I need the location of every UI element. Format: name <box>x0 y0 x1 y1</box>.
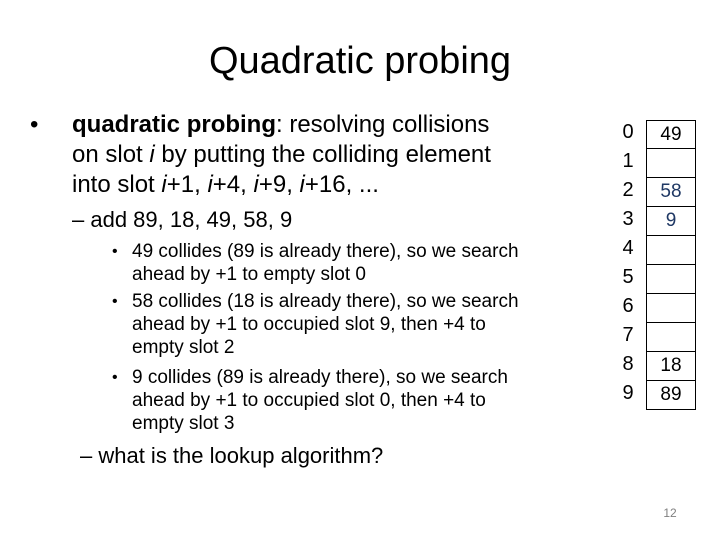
slot-index-label: 9 <box>622 382 634 404</box>
dash-item-add: – add 89, 18, 49, 58, 9 <box>72 207 293 232</box>
hash-table-cell <box>646 323 696 352</box>
hash-table-cell: 9 <box>646 207 696 236</box>
sub1-line1: 49 collides (89 is already there), so we search <box>132 241 519 262</box>
var-i: i <box>253 171 259 198</box>
slot-index-label: 8 <box>622 353 634 375</box>
line2-post: by putting the colliding element <box>154 141 491 168</box>
line3-pre: into slot <box>72 171 162 198</box>
slot-index-label: 7 <box>622 324 634 346</box>
sub1-line2: ahead by +1 to empty slot 0 <box>132 264 366 285</box>
var-i: i <box>207 171 213 198</box>
slot-index-label: 6 <box>622 295 634 317</box>
bullet-dot: • <box>30 111 39 138</box>
sub-bullet-2 <box>112 290 592 359</box>
sub3-line3: empty slot 3 <box>132 413 235 434</box>
seq4: +16, ... <box>304 171 379 198</box>
sub3-line2: ahead by +1 to occupied slot 0, then +4 to <box>132 390 486 411</box>
term-bold: quadratic probing <box>72 111 276 138</box>
line1-rest: : resolving collisions <box>276 111 490 138</box>
seq3: +9, <box>258 171 300 198</box>
sub-bullet-text <box>132 240 592 286</box>
hash-table-cell <box>646 236 696 265</box>
main-bullet <box>30 110 610 200</box>
line2-pre: on slot <box>72 141 150 168</box>
var-i: i <box>149 141 155 168</box>
slot-index-label: 2 <box>622 179 634 201</box>
hash-table-cell: 89 <box>646 381 696 410</box>
hash-table-cell: 49 <box>646 120 696 149</box>
hash-table-cell <box>646 294 696 323</box>
slot-index-label: 3 <box>622 208 634 230</box>
hash-table-cell: 58 <box>646 178 696 207</box>
var-i: i <box>299 171 305 198</box>
slot-index-label: 4 <box>622 237 634 259</box>
hash-table-cell <box>646 149 696 178</box>
seq1: +1, <box>166 171 208 198</box>
slot-index-label: 0 <box>622 121 634 143</box>
var-i: i <box>161 171 167 198</box>
bullet-dot: • <box>112 369 118 386</box>
hash-table-cell <box>646 265 696 294</box>
dash-item-question: – what is the lookup algorithm? <box>80 443 384 468</box>
main-bullet-text <box>72 110 610 200</box>
sub-bullet-text <box>132 290 592 359</box>
bullet-dot: • <box>112 293 118 310</box>
sub2-line1: 58 collides (18 is already there), so we search <box>132 291 519 312</box>
slide-number: 12 <box>663 506 677 520</box>
slot-index-label: 5 <box>622 266 634 288</box>
sub2-line3: empty slot 2 <box>132 337 235 358</box>
sub2-line2: ahead by +1 to occupied slot 9, then +4 to <box>132 314 486 335</box>
sub3-line1: 9 collides (89 is already there), so we search <box>132 367 508 388</box>
sub-bullet-1 <box>112 240 592 286</box>
bullet-dot: • <box>112 243 118 260</box>
hash-table <box>646 120 696 410</box>
slot-index-label: 1 <box>622 150 634 172</box>
sub-bullet-3 <box>112 366 592 435</box>
slide-title: Quadratic probing <box>208 40 512 82</box>
sub-bullet-text <box>132 366 592 435</box>
hash-table-cell: 18 <box>646 352 696 381</box>
seq2: +4, <box>212 171 254 198</box>
